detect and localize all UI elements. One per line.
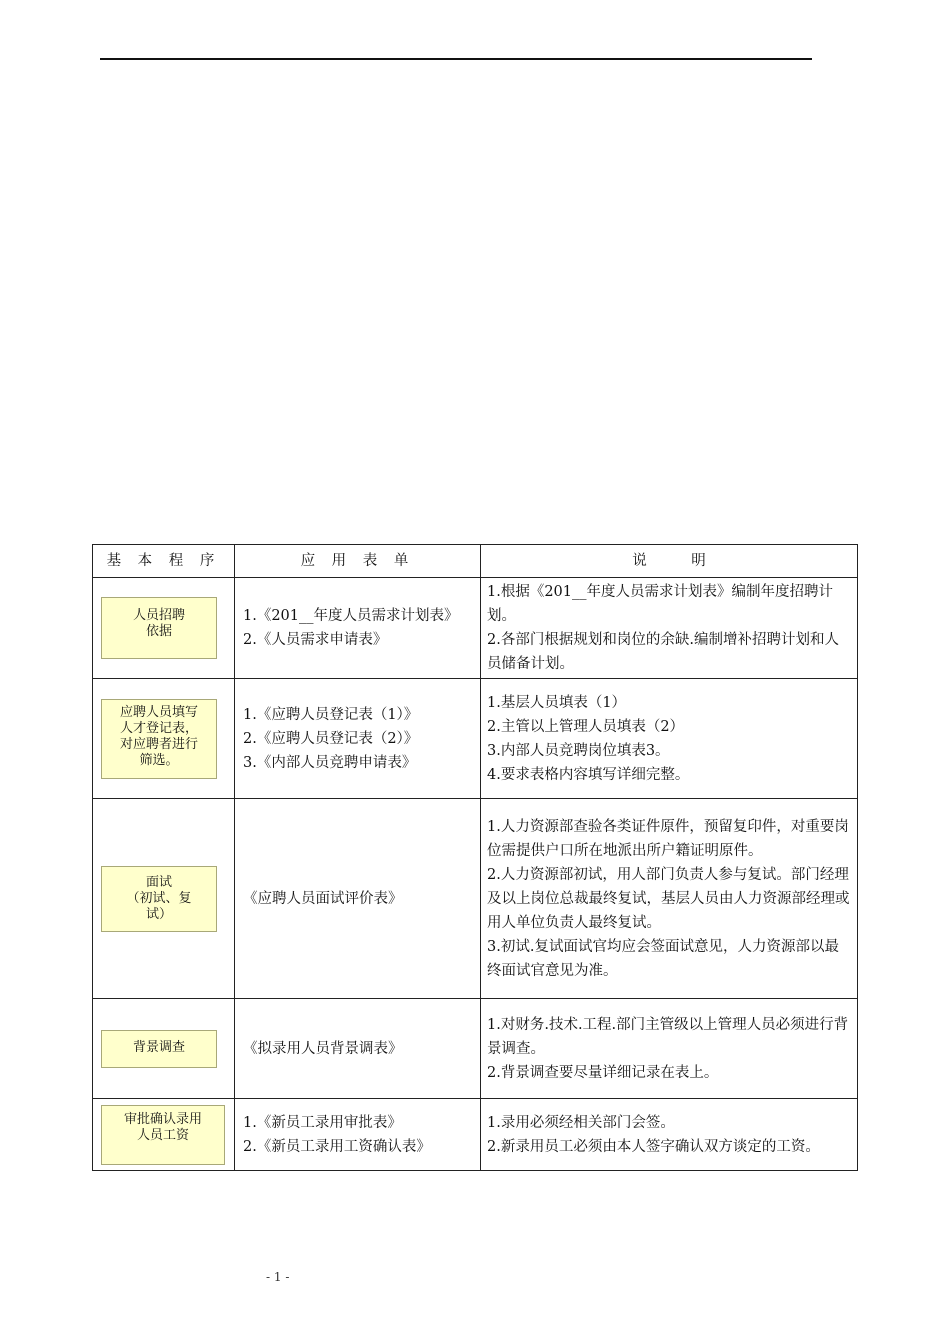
- note-item: 2.主管以上管理人员填表（2）: [487, 718, 685, 735]
- notes-cell: [481, 578, 858, 679]
- forms-cell: [235, 999, 481, 1099]
- form-item: 2.《人员需求申请表》: [243, 632, 388, 648]
- step-cell: [93, 799, 235, 999]
- header-notes: 说 明: [481, 545, 858, 578]
- table-row: [93, 799, 858, 999]
- step-label: 面试 （初试、复 试）: [126, 874, 192, 922]
- notes-cell: [481, 999, 858, 1099]
- step-label: 应聘人员填写 人才登记表， 对应聘者进行 筛选。: [119, 704, 198, 768]
- procedure-table: [92, 544, 858, 1171]
- header-forms: 应 用 表 单: [235, 545, 481, 578]
- form-item: 1.《应聘人员登记表（1）》: [243, 706, 419, 723]
- step-label: 背景调查: [132, 1039, 185, 1055]
- note-item: 1.基层人员填表（1）: [487, 694, 627, 711]
- step-box-background-check: [101, 1030, 217, 1068]
- table-row: [93, 679, 858, 799]
- step-cell: [93, 679, 235, 799]
- form-item: 《应聘人员面试评价表》: [243, 890, 403, 907]
- step-box-registration-screening: [101, 699, 217, 779]
- table-header-row: [93, 545, 858, 578]
- note-item: 2.各部门根据规划和岗位的余缺.编制增补招聘计划和人员储备计划。: [487, 632, 839, 672]
- step-label: 审批确认录用 人员工资: [123, 1111, 202, 1143]
- step-box-interview: [101, 866, 217, 932]
- form-item: 2.《新员工录用工资确认表》: [243, 1138, 431, 1155]
- form-item: 3.《内部人员竞聘申请表》: [243, 754, 417, 771]
- step-cell: [93, 578, 235, 679]
- note-item: 1.录用必须经相关部门会签。: [487, 1114, 675, 1131]
- forms-cell: [235, 679, 481, 799]
- forms-cell: [235, 1099, 481, 1171]
- notes-cell: [481, 679, 858, 799]
- form-item: 《拟录用人员背景调表》: [243, 1040, 403, 1057]
- note-item: 3.内部人员竞聘岗位填表3。: [487, 742, 670, 759]
- header-basic-procedure: 基 本 程 序: [93, 545, 235, 578]
- notes-cell: [481, 799, 858, 999]
- table-row: [93, 1099, 858, 1171]
- note-item: 2.新录用员工必须由本人签字确认双方谈定的工资。: [487, 1138, 820, 1155]
- step-label: 人员招聘 依据: [132, 608, 185, 639]
- step-box-approval-salary: [101, 1105, 225, 1165]
- note-item: 1.根据《201__年度人员需求计划表》编制年度招聘计划。: [487, 584, 834, 624]
- forms-cell: [235, 578, 481, 679]
- form-item: 1.《201__年度人员需求计划表》: [243, 608, 459, 624]
- note-item: 2.人力资源部初试，用人部门负责人参与复试。部门经理及以上岗位总裁最终复试，基层人员由人力资源部经理或用人单位负责人最终复试。: [487, 866, 850, 931]
- note-item: 2.背景调查要尽量详细记录在表上。: [487, 1064, 719, 1081]
- note-item: 1.对财务.技术.工程.部门主管级以上管理人员必须进行背景调查。: [487, 1016, 849, 1057]
- page-number: - 1 -: [266, 1270, 290, 1284]
- note-item: 1.人力资源部查验各类证件原件，预留复印件，对重要岗位需提供户口所在地派出所户籍证明原件。: [487, 818, 849, 859]
- notes-cell: [481, 1099, 858, 1171]
- table-row: [93, 999, 858, 1099]
- header-rule: [100, 58, 812, 60]
- step-box-recruit-basis: [101, 597, 217, 659]
- note-item: 4.要求表格内容填写详细完整。: [487, 766, 690, 783]
- form-item: 2.《应聘人员登记表（2）》: [243, 730, 419, 747]
- note-item: 3.初试.复试面试官均应会签面试意见，人力资源部以最终面试官意见为准。: [487, 938, 839, 979]
- form-item: 1.《新员工录用审批表》: [243, 1114, 402, 1131]
- table-row: [93, 578, 858, 679]
- step-cell: [93, 1099, 235, 1171]
- step-cell: [93, 999, 235, 1099]
- forms-cell: [235, 799, 481, 999]
